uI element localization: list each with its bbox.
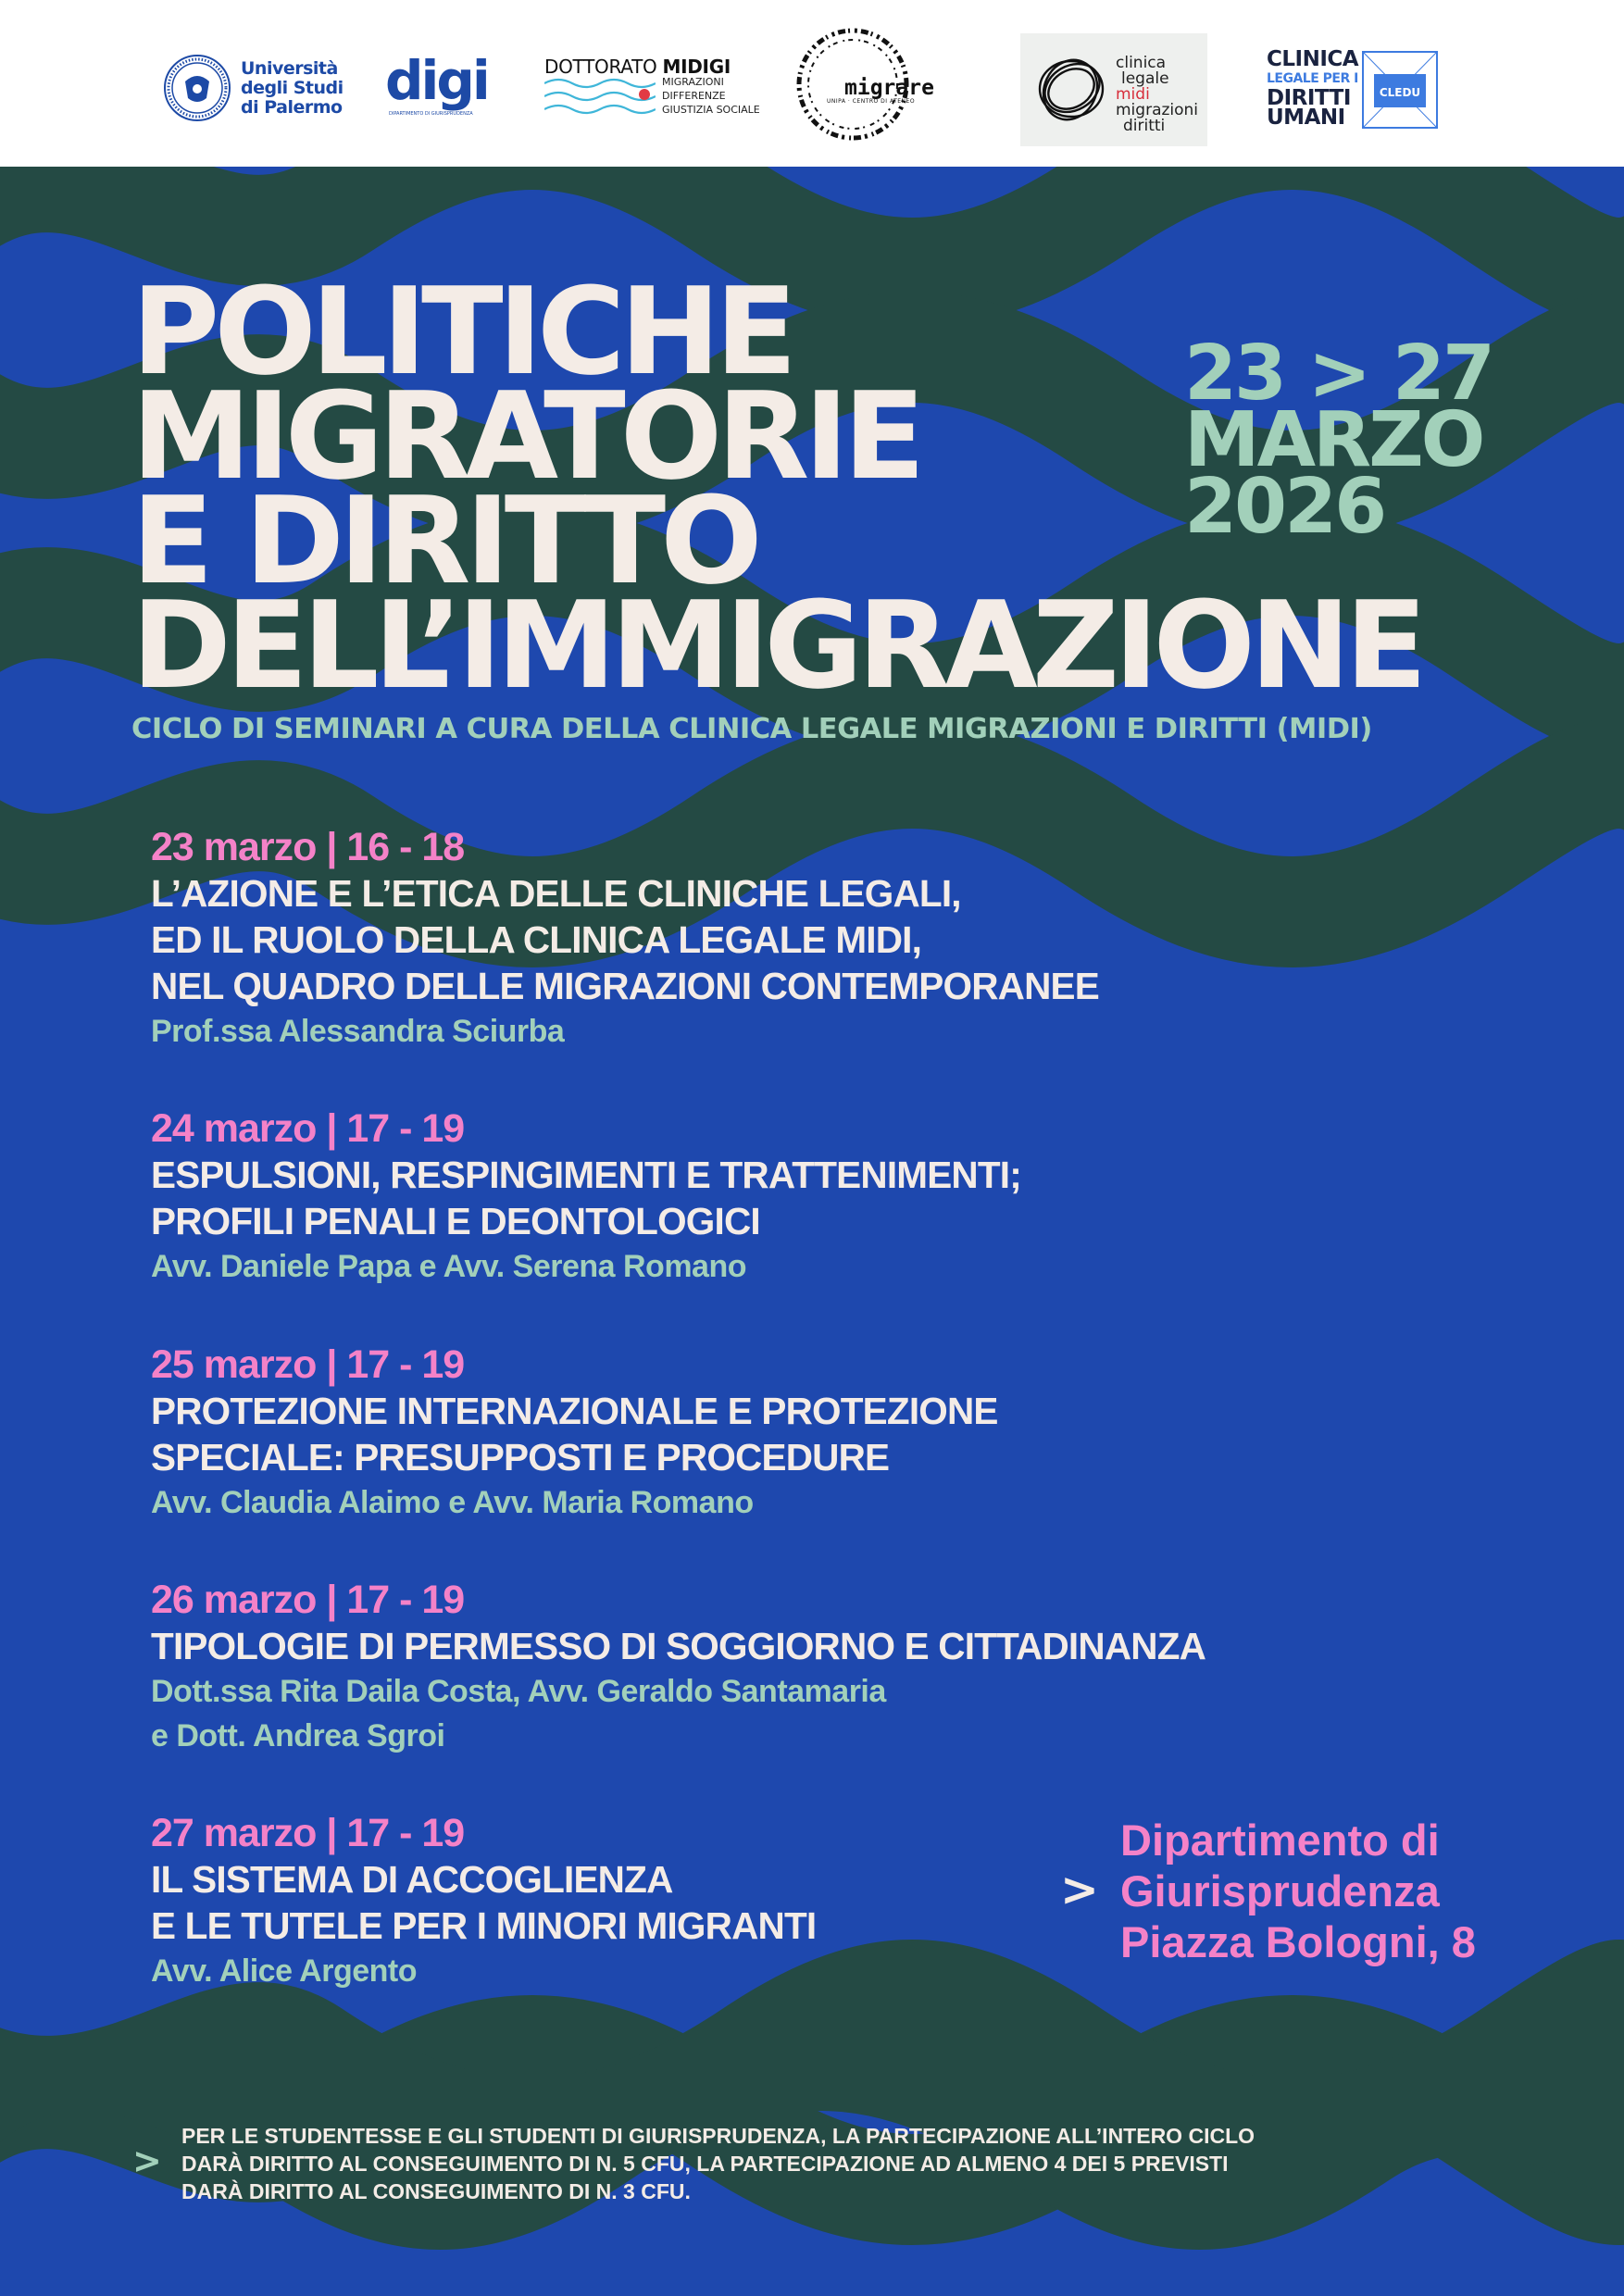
session-2	[151, 1105, 1021, 1289]
unipa-line-2: degli Studi	[241, 78, 344, 98]
session-3	[151, 1341, 998, 1525]
midigi-title-light: DOTTORATO	[544, 56, 657, 78]
midi-line-5: diritti	[1123, 117, 1166, 135]
unipa-seal-icon	[163, 54, 231, 122]
dates-month: MARZO	[1184, 396, 1483, 484]
midi-line-2: legale	[1121, 69, 1169, 88]
title-line-3: E DIRITTO	[131, 470, 757, 611]
session-date: 24 marzo | 17 - 19	[151, 1106, 465, 1151]
cfu-note	[181, 2122, 1255, 2205]
session-title-line: L’AZIONE E L’ETICA DELLE CLINICHE LEGALI,	[151, 872, 961, 915]
cfu-note-line: DARÀ DIRITTO AL CONSEGUIMENTO DI N. 5 CFU, LA PARTECIPAZIONE AD ALMENO 4 DEI 5 PREVISTI	[181, 2152, 1229, 2176]
event-dates	[1184, 330, 1493, 551]
midigi-word-3: GIUSTIZIA SOCIALE	[662, 104, 760, 116]
cldu-line-2: LEGALE PER I	[1267, 71, 1358, 86]
cldu-badge-text: CLEDU	[1379, 86, 1421, 99]
session-title-line: ESPULSIONI, RESPINGIMENTI E TRATTENIMENTI;	[151, 1154, 1021, 1196]
unipa-line-3: di Palermo	[241, 97, 343, 118]
dates-range: 23 > 27	[1184, 330, 1493, 418]
session-speakers: Avv. Claudia Alaimo e Avv. Maria Romano	[151, 1485, 754, 1520]
midi-knot-icon	[1035, 53, 1107, 125]
venue-line-1: Dipartimento di	[1120, 1816, 1440, 1865]
digi-logo-subtitle: DIPARTIMENTO DI GIURISPRUDENZA	[389, 111, 473, 117]
subtitle: CICLO DI SEMINARI A CURA DELLA CLINICA LEGALE MIGRAZIONI E DIRITTI (MIDI)	[131, 713, 1372, 745]
migrare-logo-subtitle: UNIPA · CENTRO DI ATENEO	[827, 98, 916, 105]
midi-line-4: migrazioni	[1116, 101, 1199, 119]
session-speakers: Prof.ssa Alessandra Sciurba	[151, 1014, 565, 1049]
venue-line-2: Giurisprudenza	[1120, 1866, 1440, 1915]
wave-band-1	[0, 167, 1624, 273]
session-date: 25 marzo | 17 - 19	[151, 1342, 465, 1387]
cldu-logo-text	[1267, 47, 1359, 130]
cldu-line-3: DIRITTI	[1267, 86, 1351, 110]
session-title-line: NEL QUADRO DELLE MIGRAZIONI CONTEMPORANEE	[151, 965, 1099, 1007]
session-title-line: PROTEZIONE INTERNAZIONALE E PROTEZIONE	[151, 1390, 998, 1432]
venue-arrow-icon: >	[1060, 1863, 1099, 1916]
session-title-line: SPECIALE: PRESUPPOSTI E PROCEDURE	[151, 1436, 890, 1479]
title-line-2: MIGRATORIE	[131, 366, 920, 506]
midi-line-1: clinica	[1116, 54, 1167, 72]
session-date: 27 marzo | 17 - 19	[151, 1811, 465, 1855]
midigi-waves-icon	[544, 76, 656, 122]
session-title-line: PROFILI PENALI E DEONTOLOGICI	[151, 1200, 760, 1242]
cldu-line-4: UMANI	[1267, 106, 1345, 130]
session-5	[151, 1810, 816, 1993]
session-date: 23 marzo | 16 - 18	[151, 825, 465, 869]
session-date: 26 marzo | 17 - 19	[151, 1578, 465, 1622]
midi-line-3: midi	[1116, 85, 1150, 104]
cldu-emblem-icon	[1361, 50, 1439, 130]
session-title-line: ED IL RUOLO DELLA CLINICA LEGALE MIDI,	[151, 918, 922, 961]
cldu-line-1: CLINICA	[1267, 47, 1359, 71]
midigi-word-2: DIFFERENZE	[662, 90, 726, 102]
venue-address: Piazza Bologni, 8	[1120, 1917, 1476, 1966]
session-speakers: e Dott. Andrea Sgroi	[151, 1718, 445, 1753]
venue	[1120, 1815, 1476, 1967]
title-line-4: DELL’IMMIGRAZIONE	[131, 575, 1422, 716]
session-1	[151, 824, 1099, 1054]
unipa-logo-text	[241, 59, 344, 118]
session-speakers: Dott.ssa Rita Daila Costa, Avv. Geraldo Santamaria	[151, 1674, 886, 1709]
session-4	[151, 1577, 1206, 1758]
midigi-logo-words	[662, 75, 760, 117]
digi-logo: digi	[385, 49, 488, 112]
title-line-1: POLITICHE	[131, 261, 793, 402]
session-title-line: IL SISTEMA DI ACCOGLIENZA	[151, 1858, 673, 1901]
session-title-line: E LE TUTELE PER I MINORI MIGRANTI	[151, 1904, 817, 1947]
session-title-line: TIPOLOGIE DI PERMESSO DI SOGGIORNO E CITTADINANZA	[151, 1625, 1206, 1667]
midigi-word-1: MIGRAZIONI	[662, 76, 724, 88]
midi-logo-text	[1116, 56, 1198, 134]
session-speakers: Avv. Alice Argento	[151, 1953, 417, 1989]
unipa-line-1: Università	[241, 58, 338, 79]
dates-year: 2026	[1184, 463, 1385, 551]
session-speakers: Avv. Daniele Papa e Avv. Serena Romano	[151, 1249, 747, 1284]
midigi-title-bold: MIDIGI	[662, 56, 731, 78]
cfu-note-line: DARÀ DIRITTO AL CONSEGUIMENTO DI N. 3 CFU.	[181, 2179, 691, 2203]
cfu-note-line: PER LE STUDENTESSE E GLI STUDENTI DI GIURISPRUDENZA, LA PARTECIPAZIONE ALL’INTERO CICLO	[181, 2124, 1255, 2148]
note-arrow-icon: >	[132, 2140, 162, 2181]
migrare-logo-text: migrare	[844, 76, 934, 100]
